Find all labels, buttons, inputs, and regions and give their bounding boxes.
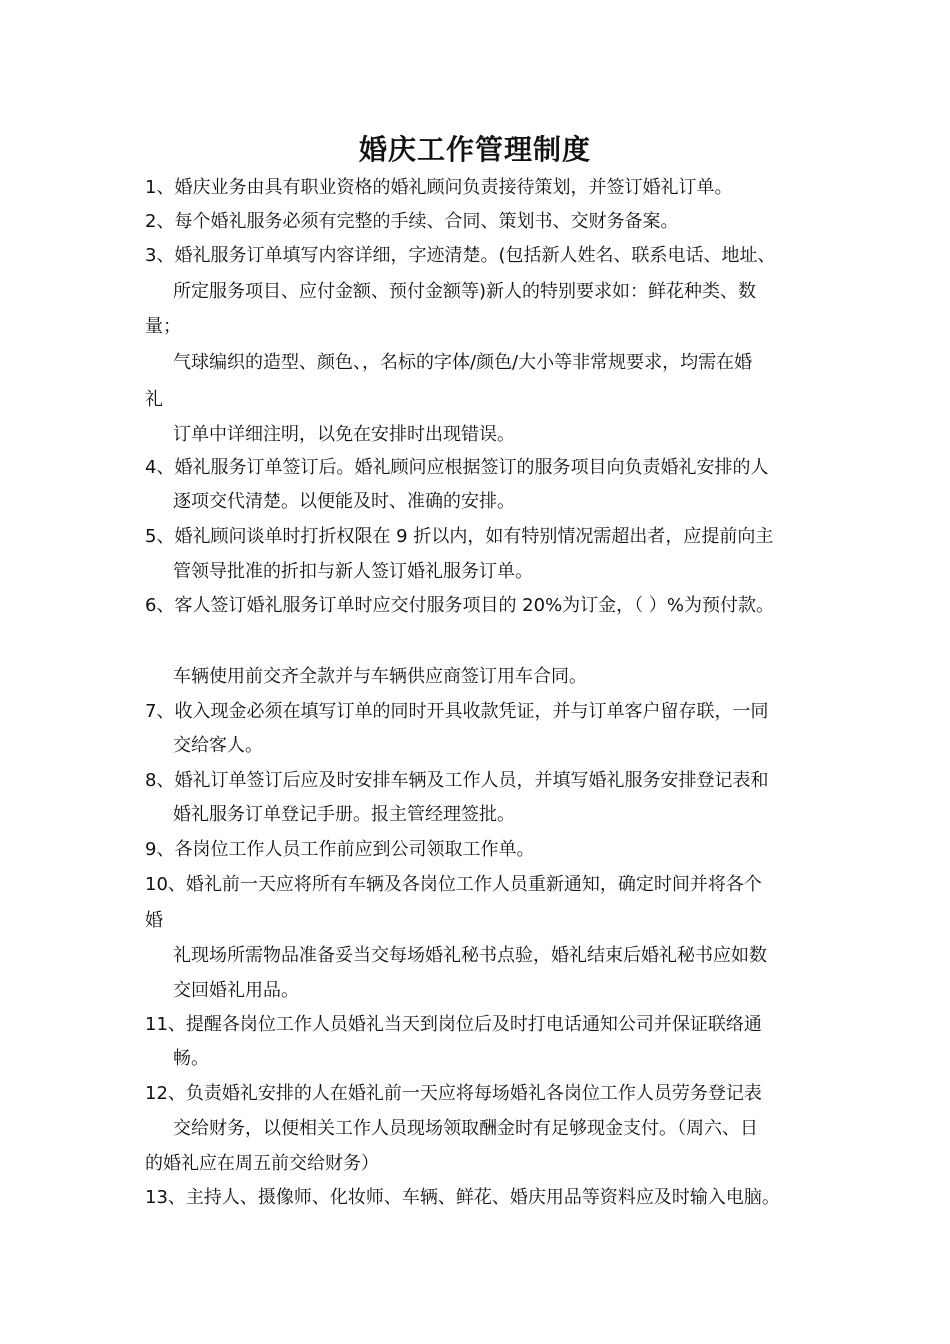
document-title: 婚庆工作管理制度 <box>358 133 591 166</box>
clause-9-line-1: 9、各岗位工作人员工作前应到公司领取工作单。 <box>145 839 535 860</box>
clause-3-line-4: 气球编织的造型、颜色、，名标的字体/颜色/大小等非常规要求，均需在婚 <box>173 352 753 373</box>
clause-5-line-1: 5、婚礼顾问谈单时打折权限在 9 折以内，如有特别情况需超出者，应提前向主 <box>145 526 774 547</box>
clause-6-line-1: 6、客人签订婚礼服务订单时应交付服务项目的 20%为订金，（ ）%为预付款。 <box>145 595 775 616</box>
clause-2-line-1: 2、每个婚礼服务必须有完整的手续、合同、策划书、交财务备案。 <box>145 211 679 232</box>
clause-3-line-6: 订单中详细注明，以免在安排时出现错误。 <box>173 424 515 445</box>
clause-12-line-1: 12、负责婚礼安排的人在婚礼前一天应将每场婚礼各岗位工作人员劳务登记表 <box>145 1083 762 1104</box>
clause-8-line-2: 婚礼服务订单登记手册。报主管经理签批。 <box>173 804 515 825</box>
clause-7-line-2: 交给客人。 <box>173 735 263 756</box>
clause-6-line-2: 车辆使用前交齐全款并与车辆供应商签订用车合同。 <box>173 666 587 687</box>
clause-4-line-1: 4、婚礼服务订单签订后。婚礼顾问应根据签订的服务项目向负责婚礼安排的人 <box>145 457 769 478</box>
clause-12-line-3: 的婚礼应在周五前交给财务） <box>145 1153 379 1174</box>
clause-4-line-2: 逐项交代清楚。以便能及时、准确的安排。 <box>173 491 515 512</box>
clause-10-line-3: 礼现场所需物品准备妥当交每场婚礼秘书点验，婚礼结束后婚礼秘书应如数 <box>173 945 767 966</box>
clause-13-line-1: 13、主持人、摄像师、化妆师、车辆、鲜花、婚庆用品等资料应及时输入电脑。 <box>145 1187 780 1208</box>
clause-1-line-1: 1、婚庆业务由具有职业资格的婚礼顾问负责接待策划，并签订婚礼订单。 <box>145 177 733 198</box>
clause-3-line-2: 所定服务项目、应付金额、预付金额等)新人的特别要求如：鲜花种类、数 <box>173 281 757 302</box>
clause-10-line-4: 交回婚礼用品。 <box>173 980 299 1001</box>
clause-8-line-1: 8、婚礼订单签订后应及时安排车辆及工作人员，并填写婚礼服务安排登记表和 <box>145 770 769 791</box>
clause-5-line-2: 管领导批准的折扣与新人签订婚礼服务订单。 <box>173 561 533 582</box>
clause-11-line-2: 畅。 <box>173 1048 209 1069</box>
clause-10-line-1: 10、婚礼前一天应将所有车辆及各岗位工作人员重新通知，确定时间并将各个 <box>145 874 762 895</box>
clause-3-line-3: 量； <box>145 316 181 337</box>
clause-3-line-5: 礼 <box>145 389 163 410</box>
clause-12-line-2: 交给财务，以便相关工作人员现场领取酬金时有足够现金支付。（周六、日 <box>173 1118 758 1139</box>
clause-10-line-2: 婚 <box>145 910 163 931</box>
clause-3-line-1: 3、婚礼服务订单填写内容详细，字迹清楚。(包括新人姓名、联系电话、地址、 <box>145 245 776 266</box>
clause-7-line-1: 7、收入现金必须在填写订单的同时开具收款凭证，并与订单客户留存联，一同 <box>145 701 769 722</box>
clause-11-line-1: 11、提醒各岗位工作人员婚礼当天到岗位后及时打电话通知公司并保证联络通 <box>145 1014 762 1035</box>
